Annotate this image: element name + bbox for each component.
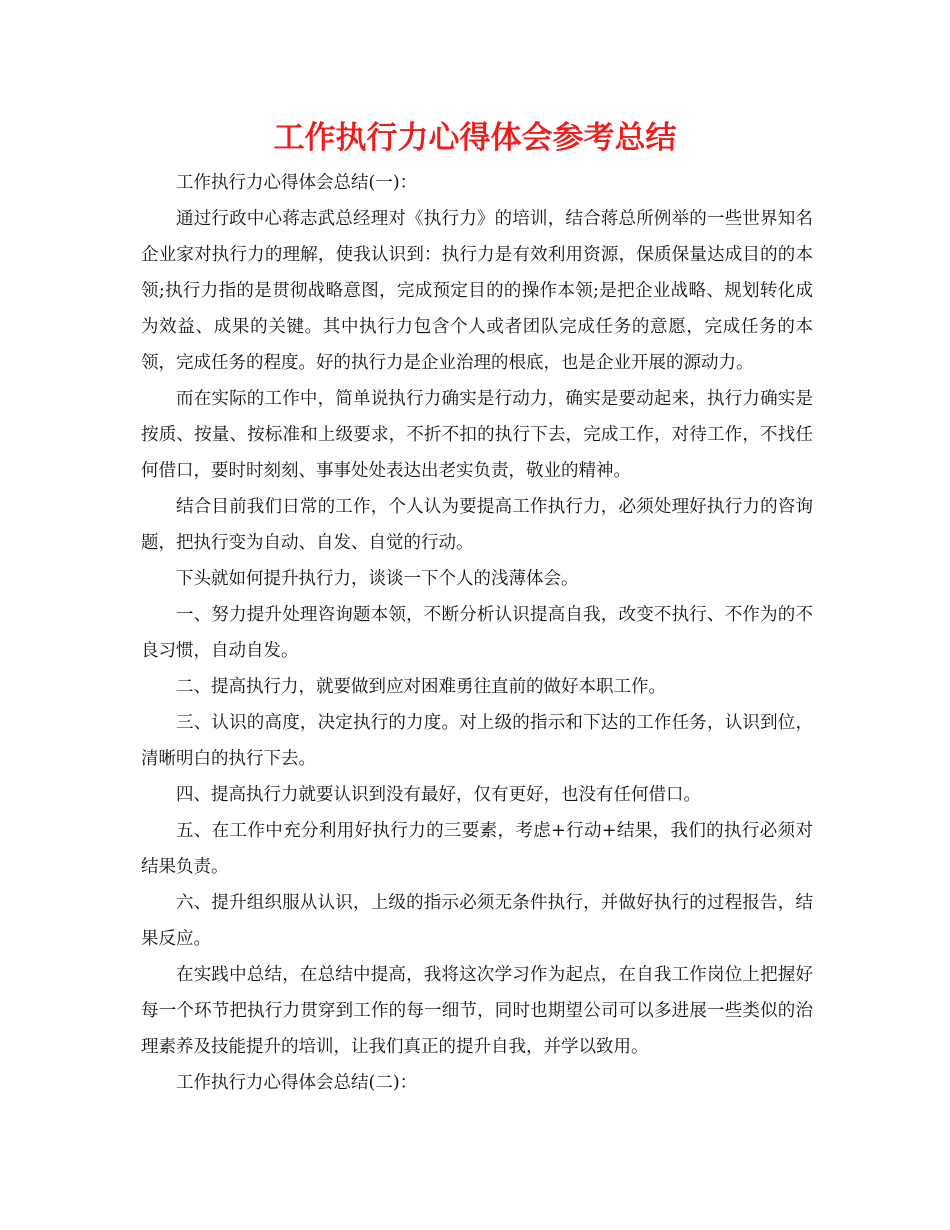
paragraph-section-heading-1: 工作执行力心得体会总结(一)： [176, 173, 418, 193]
paragraph: 在实践中总结，在总结中提高，我将这次学习作为起点，在自我工作岗位上把握好每一个环节把执行力贯穿到工作的每一细节，同时也期望公司可以多进展一些类似的治理素养及技能提升的培训，让我们真正的提升自我，并学以致用。 [141, 965, 813, 1057]
document-title: 工作执行力心得体会参考总结 [273, 120, 677, 156]
document-body [141, 165, 813, 1101]
list-item: 一、努力提升处理咨询题本领，不断分析认识提高自我，改变不执行、不作为的不良习惯，自动自发。 [141, 605, 813, 661]
list-item: 五、在工作中充分利用好执行力的三要素，考虑+行动+结果，我们的执行必须对结果负责。 [141, 821, 813, 877]
paragraph: 通过行政中心蒋志武总经理对《执行力》的培训，结合蒋总所例举的一些世界知名企业家对执行力的理解，使我认识到：执行力是有效利用资源，保质保量达成目的的本领;执行力指的是贯彻战略意图，完成预定目的的操作本领;是把企业战略、规划转化成为效益、成果的关键。其中执行力包含个人或者团队完成任务的意愿，完成任务的本领，完成任务的程度。好的执行力是企业治理的根底，也是企业开展的源动力。 [141, 209, 813, 373]
paragraph: 结合目前我们日常的工作，个人认为要提高工作执行力，必须处理好执行力的咨询题，把执行变为自动、自发、自觉的行动。 [141, 497, 813, 553]
list-item: 二、提高执行力，就要做到应对困难勇往直前的做好本职工作。 [176, 677, 666, 697]
paragraph-section-heading-2: 工作执行力心得体会总结(二)： [176, 1073, 418, 1093]
paragraph: 而在实际的工作中，简单说执行力确实是行动力，确实是要动起来，执行力确实是按质、按量、按标准和上级要求，不折不扣的执行下去，完成工作，对待工作，不找任何借口，要时时刻刻、事事处处表达出老实负责，敬业的精神。 [141, 389, 813, 481]
list-item: 四、提高执行力就要认识到没有最好，仅有更好，也没有任何借口。 [176, 785, 701, 805]
list-item: 六、提升组织服从认识，上级的指示必须无条件执行，并做好执行的过程报告，结果反应。 [141, 893, 813, 949]
list-item: 三、认识的高度，决定执行的力度。对上级的指示和下达的工作任务，认识到位，清晰明白的执行下去。 [141, 713, 813, 769]
paragraph: 下头就如何提升执行力，谈谈一下个人的浅薄体会。 [176, 569, 579, 589]
